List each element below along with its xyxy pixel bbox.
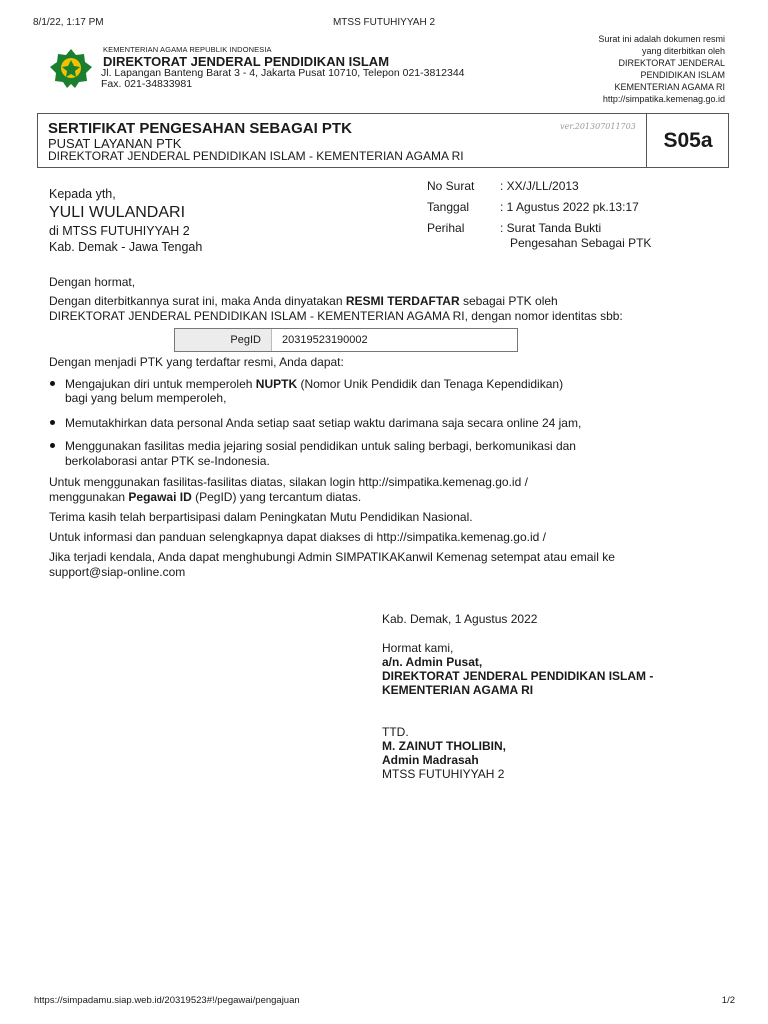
note-line: PENDIDIKAN ISLAM <box>640 70 725 80</box>
perihal-value: : Surat Tanda Bukti <box>500 221 602 235</box>
note-line: KEMENTERIAN AGAMA RI <box>614 82 725 92</box>
benefit-item-social: Menggunakan fasilitas media jejaring sosial pendidikan untuk saling berbagi, berkomunikasi dan <box>65 439 576 453</box>
intro-post: sebagai PTK oleh <box>459 294 558 308</box>
ministry-name: KEMENTERIAN AGAMA REPUBLIK INDONESIA <box>103 45 272 54</box>
kemenag-logo-icon <box>49 48 93 88</box>
pegawai-id-bold: Pegawai ID <box>128 490 192 504</box>
recipient-name: YULI WULANDARI <box>49 204 186 221</box>
version-stamp: ver.201307011703 <box>560 122 636 131</box>
nuptk-bold: NUPTK <box>255 377 298 391</box>
regards: Hormat kami, <box>382 641 454 655</box>
note-line: Surat ini adalah dokumen resmi <box>598 34 725 44</box>
bullet-icon <box>49 377 57 385</box>
perihal-value-cont: Pengesahan Sebagai PTK <box>510 236 652 250</box>
place-date: Kab. Demak, 1 Agustus 2022 <box>382 612 538 626</box>
recipient-region: Kab. Demak - Jawa Tengah <box>49 240 203 254</box>
no-surat-label: No Surat <box>427 179 475 193</box>
certificate-header-box <box>37 113 729 168</box>
note-line: yang diterbitkan oleh <box>641 46 725 56</box>
benefit-item-social-cont: berkolaborasi antar PTK se-Indonesia. <box>65 454 270 468</box>
benefit-item-nuptk <box>65 377 563 392</box>
bullet-icon <box>49 439 57 447</box>
login-text: menggunakan <box>49 490 129 504</box>
letterhead-address <box>101 68 465 90</box>
greeting: Dengan hormat, <box>49 275 136 289</box>
pegid-table <box>174 328 518 352</box>
directorate-name: DIREKTORAT JENDERAL PENDIDIKAN ISLAM <box>103 54 390 69</box>
print-url: https://simpadamu.siap.web.id/20319523#!/pegawai/pengajuan <box>34 995 300 1006</box>
signer-school: MTSS FUTUHIYYAH 2 <box>382 767 505 781</box>
bullet-icon <box>49 416 57 424</box>
fax-line: Fax. 021-34833981 <box>101 78 193 90</box>
address-line: Jl. Lapangan Banteng Barat 3 - 4, Jakarta Pusat 10710, Telepon 021-3812344 <box>101 67 465 79</box>
certificate-issuer: DIREKTORAT JENDERAL PENDIDIKAN ISLAM - KEMENTERIAN AGAMA RI <box>48 149 464 163</box>
note-line: DIREKTORAT JENDERAL <box>618 58 725 68</box>
page-number: 1/2 <box>721 995 735 1006</box>
intro-line <box>49 294 558 309</box>
signer-role: Admin Madrasah <box>382 753 479 767</box>
recipient-block <box>49 186 202 255</box>
benefit-text: Mengajukan diri untuk memperoleh <box>65 377 256 391</box>
signer-name: M. ZAINUT THOLIBIN, <box>382 739 506 753</box>
certificate-title: SERTIFIKAT PENGESAHAN SEBAGAI PTK <box>48 120 352 137</box>
intro-pre: Dengan diterbitkannya surat ini, maka Anda dinyatakan <box>49 294 346 308</box>
login-text: (PegID) yang tercantum diatas. <box>191 490 362 504</box>
benefits-intro: Dengan menjadi PTK yang terdaftar resmi, Anda dapat: <box>49 355 344 369</box>
benefit-text: (Nomor Unik Pendidik dan Tenaga Kependidikan) <box>297 377 564 391</box>
tanggal-label: Tanggal <box>427 200 470 214</box>
login-paragraph: Untuk menggunakan fasilitas-fasilitas diatas, silakan login http://simpatika.kemenag.go.id / <box>49 475 528 489</box>
support-email: support@siap-online.com <box>49 565 186 579</box>
form-code: S05a <box>646 114 729 167</box>
recipient-salutation: Kepada yth, <box>49 187 116 201</box>
no-surat-value: : XX/J/LL/2013 <box>500 179 579 193</box>
on-behalf: a/n. Admin Pusat, <box>382 655 483 669</box>
benefit-item-update: Memutakhirkan data personal Anda setiap saat setiap waktu darimana saja secara online 24 jam, <box>65 416 582 430</box>
intro-line-2: DIREKTORAT JENDERAL PENDIDIKAN ISLAM - KEMENTERIAN AGAMA RI, dengan nomor identitas sbb: <box>49 309 623 323</box>
pegid-label: PegID <box>175 329 272 351</box>
signing-org: DIREKTORAT JENDERAL PENDIDIKAN ISLAM - <box>382 669 654 683</box>
info-paragraph: Untuk informasi dan panduan selengkapnya dapat diakses di http://simpatika.kemenag.go.id / <box>49 530 546 544</box>
tanggal-value: : 1 Agustus 2022 pk.13:17 <box>500 200 639 214</box>
contact-paragraph: Jika terjadi kendala, Anda dapat menghubungi Admin SIMPATIKAKanwil Kemenag setempat atau email ke <box>49 550 615 564</box>
thanks-paragraph: Terima kasih telah berpartisipasi dalam Peningkatan Mutu Pendidikan Nasional. <box>49 510 473 524</box>
intro-bold: RESMI TERDAFTAR <box>345 294 460 308</box>
ttd-mark: TTD. <box>382 725 409 739</box>
print-datetime: 8/1/22, 1:17 PM <box>33 17 104 28</box>
signing-org-cont: KEMENTERIAN AGAMA RI <box>382 683 534 697</box>
perihal-label: Perihal <box>427 221 465 235</box>
certificate-subtitle: PUSAT LAYANAN PTK <box>48 136 182 151</box>
login-paragraph-cont <box>49 490 361 505</box>
pegid-value: 20319523190002 <box>282 334 368 346</box>
benefit-item-nuptk-cont: bagi yang belum memperoleh, <box>65 391 227 405</box>
recipient-school: di MTSS FUTUHIYYAH 2 <box>49 224 190 238</box>
note-line: http://simpatika.kemenag.go.id <box>602 94 725 104</box>
official-note <box>555 33 725 105</box>
print-title: MTSS FUTUHIYYAH 2 <box>332 17 436 28</box>
